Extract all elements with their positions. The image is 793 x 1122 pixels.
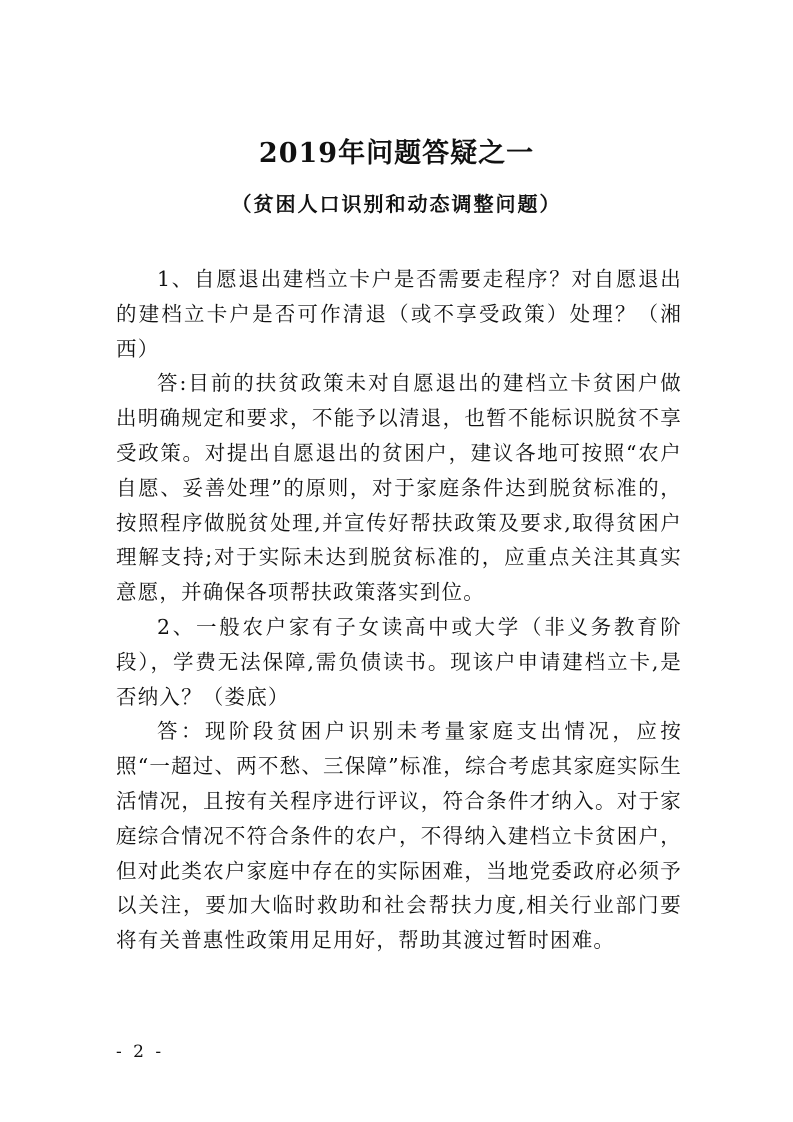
question-1-paragraph: 1、自愿退出建档立卡户是否需要走程序？对自愿退出的建档立卡户是否可作清退（或不享受政策）处理？（湘西） <box>116 267 682 361</box>
page-subtitle: （贫困人口识别和动态调整问题） <box>231 192 562 216</box>
answer-2-paragraph: 答：现阶段贫困户识别未考量家庭支出情况，应按照“一超过、两不愁、三保障”标准，综合考虑其家庭实际生活情况，且按有关程序进行评议，符合条件才纳入。对于家庭综合情况不符合条件的农户，不得纳入建档立卡贫困户，但对此类农户家庭中存在的实际困难，当地党委政府必须予以关注，要加大临时救助和社会帮扶力度,相关行业部门要将有关普惠性政策用足用好，帮助其渡过暂时困难。 <box>116 719 682 953</box>
question-2-paragraph: 2、一般农户家有子女读高中或大学（非义务教育阶段），学费无法保障,需负债读书。现该户申请建档立卡,是否纳入？（娄底） <box>116 614 682 709</box>
answer-1-paragraph: 答:目前的扶贫政策未对自愿退出的建档立卡贫困户做出明确规定和要求，不能予以清退，也暂不能标识脱贫不享受政策。对提出自愿退出的贫困户，建议各地可按照“农户自愿、妥善处理”的原则，对于家庭条件达到脱贫标准的，按照程序做脱贫处理,并宣传好帮扶政策及要求,取得贫困户理解支持;对于实际未达到脱贫标准的，应重点关注其真实意愿，并确保各项帮扶政策落实到位。 <box>116 371 682 605</box>
document-body <box>116 262 682 958</box>
page-number: - 2 - <box>116 1042 165 1062</box>
page-title: 2019年问题答疑之一 <box>258 138 535 169</box>
